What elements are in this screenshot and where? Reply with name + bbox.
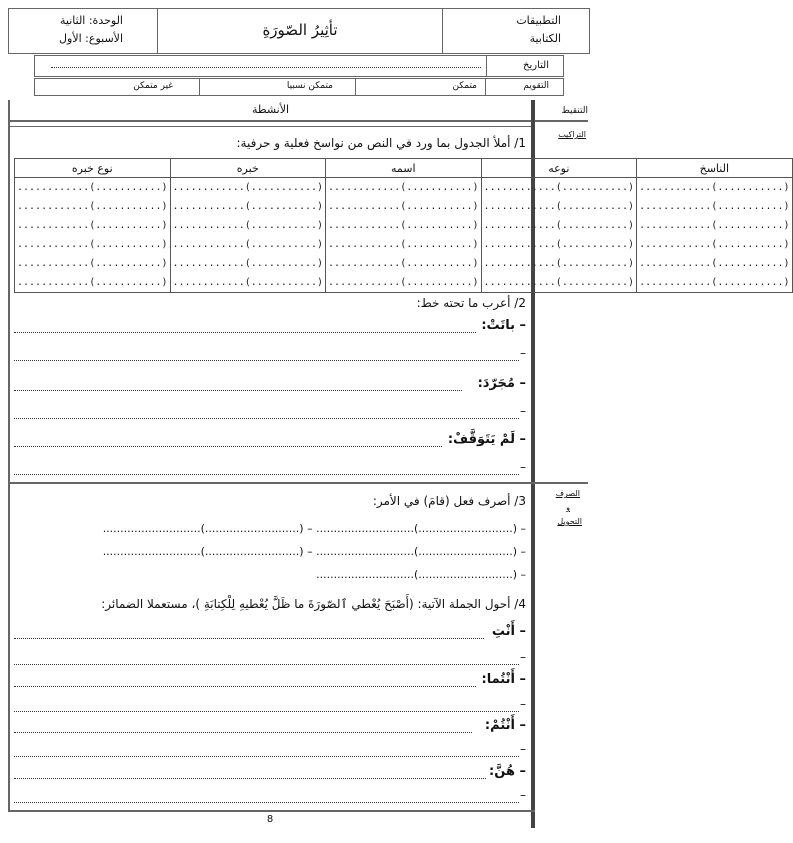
unit-label: الوحدة: الثانية — [60, 14, 123, 27]
table-cell[interactable]: (...........)............ — [637, 235, 793, 254]
dash: – — [520, 545, 526, 558]
answer-line[interactable] — [14, 652, 519, 665]
table-cell[interactable]: (...........)............ — [481, 254, 637, 273]
table-cell[interactable]: (...........)............ — [481, 273, 637, 293]
dash: – — [520, 404, 526, 418]
subject-cell — [441, 9, 589, 53]
eval-row — [34, 78, 564, 96]
dash: – — [520, 346, 526, 360]
col-header-nasikh: الناسخ — [637, 159, 793, 178]
answer-line[interactable] — [14, 348, 519, 361]
q2-word-2: – مُجَرّدَ: — [477, 376, 526, 391]
table-row — [15, 197, 793, 216]
answer-line[interactable] — [14, 462, 519, 475]
q3-line-2 — [103, 545, 526, 558]
table-row — [15, 178, 793, 198]
table-cell[interactable]: (...........)............ — [637, 178, 793, 198]
dash: – — [307, 545, 313, 558]
section-morph-1: الصرف — [555, 489, 580, 498]
q4-pronoun-3: – أَنْتُمْ: — [484, 718, 526, 733]
table-cell[interactable]: (...........)............ — [326, 254, 482, 273]
activities-header: الأنشطة — [251, 103, 290, 116]
q4-prompt: 4/ أحول الجملة الآتية: (أَصْبَحَ يُعْطي ٱلصّورَةَ ما ظَلَّ يُعْطيهِ لِلْكِتابَةِ )، مستعملا الضمائر: — [101, 597, 526, 611]
table-cell[interactable]: (...........)............ — [326, 197, 482, 216]
dash: – — [520, 568, 526, 581]
dash: – — [520, 460, 526, 474]
q1-prompt: 1/ أملأ الجدول بما ورد في النص من نواسخ فعلية و حرفية: — [236, 136, 526, 150]
answer-line[interactable] — [14, 744, 519, 757]
table-cell[interactable]: (...........)............ — [170, 178, 326, 198]
q4-pronoun-2: – أَنْتُما: — [481, 672, 526, 687]
section-divider — [8, 482, 588, 484]
answer-line[interactable] — [14, 406, 519, 419]
table-cell[interactable]: (...........)............ — [637, 273, 793, 293]
table-cell[interactable]: (...........)............ — [637, 216, 793, 235]
table-cell[interactable]: (...........)............ — [481, 235, 637, 254]
title-cell — [157, 9, 443, 53]
table-cell[interactable]: (...........)............ — [481, 197, 637, 216]
q3-line-3 — [316, 568, 526, 581]
table-cell[interactable]: (...........)............ — [481, 216, 637, 235]
eval-option-not-proficient[interactable]: غير متمكن — [133, 81, 173, 91]
subject-line1: التطبيقات — [516, 14, 561, 27]
q3-line-1 — [103, 522, 526, 535]
eval-option-proficient[interactable]: متمكن — [452, 81, 477, 91]
q2-word-3: – لَمْ يَتَوَقَّفْ: — [447, 432, 526, 447]
dash: – — [520, 788, 526, 802]
q2-prompt: 2/ أعرب ما تحته خط: — [416, 296, 526, 310]
page-title: تأثِيرُ الصّورَةِ — [262, 21, 338, 39]
table-cell[interactable]: (...........)............ — [15, 216, 171, 235]
table-cell[interactable]: (...........)............ — [637, 254, 793, 273]
dash: – — [520, 522, 526, 535]
header-box — [8, 8, 590, 54]
table-cell[interactable]: (...........)............ — [170, 254, 326, 273]
page-number: 8 — [266, 814, 274, 825]
q3-prompt: 3/ أصرف فعل (قامَ) في الأمر: — [372, 494, 526, 508]
q3-answer[interactable]: (...........................)............................ — [102, 522, 304, 535]
answer-line[interactable] — [14, 720, 472, 733]
table-cell[interactable]: (...........)............ — [15, 273, 171, 293]
table-cell[interactable]: (...........)............ — [170, 273, 326, 293]
dash: – — [520, 697, 526, 711]
eval-label: التقويم — [523, 81, 549, 91]
col-header-type: نوعه — [481, 159, 637, 178]
dash: – — [307, 522, 313, 535]
table-row — [15, 216, 793, 235]
answer-line[interactable] — [14, 378, 462, 391]
dash: – — [520, 742, 526, 756]
activities-header-line — [8, 120, 588, 122]
table-cell[interactable]: (...........)............ — [15, 235, 171, 254]
table-body — [15, 178, 793, 293]
answer-line[interactable] — [14, 434, 442, 447]
unit-cell — [9, 9, 157, 53]
q3-answer[interactable]: (...........................)............................ — [316, 545, 517, 558]
answer-line[interactable] — [14, 766, 486, 779]
q4-pronoun-1: – أَنْتِ — [491, 624, 526, 639]
table-row — [15, 235, 793, 254]
q2-word-1: – باتَتْ: — [481, 318, 526, 333]
table-cell[interactable]: (...........)............ — [326, 178, 482, 198]
answer-line[interactable] — [14, 699, 519, 712]
grading-header: التنقيط — [561, 106, 588, 116]
table-cell[interactable]: (...........)............ — [481, 178, 637, 198]
table-row — [15, 254, 793, 273]
table-cell[interactable]: (...........)............ — [637, 197, 793, 216]
nawasikh-table — [14, 158, 793, 293]
section-morph-2: و — [566, 503, 570, 512]
left-border — [8, 100, 10, 810]
table-cell[interactable]: (...........)............ — [326, 216, 482, 235]
date-field[interactable] — [51, 67, 481, 68]
answer-line[interactable] — [14, 626, 484, 639]
col-header-ism: اسمه — [326, 159, 482, 178]
q3-answer[interactable]: (...........................)............................ — [316, 522, 517, 535]
answer-line[interactable] — [14, 320, 476, 333]
col-header-khabar-type: نوع خبره — [15, 159, 171, 178]
q4-pronoun-4: – هُنَّ: — [489, 764, 526, 779]
table-cell[interactable]: (...........)............ — [15, 178, 171, 198]
subject-line2: الكتابية — [529, 32, 561, 45]
table-cell[interactable]: (...........)............ — [170, 235, 326, 254]
table-cell[interactable]: (...........)............ — [15, 254, 171, 273]
table-cell[interactable]: (...........)............ — [326, 273, 482, 293]
table-cell[interactable]: (...........)............ — [15, 197, 171, 216]
q3-answer[interactable]: (...........................)............................ — [316, 568, 517, 581]
eval-option-partly-proficient[interactable]: متمكن نسبيا — [286, 81, 333, 91]
date-row — [34, 55, 564, 77]
section-syntax: التراكيب — [558, 130, 586, 139]
date-label: التاريخ — [523, 60, 549, 71]
bottom-border — [8, 810, 535, 812]
table-cell[interactable]: (...........)............ — [170, 216, 326, 235]
col-header-khabar: خبره — [170, 159, 326, 178]
answer-line[interactable] — [14, 674, 476, 687]
table-cell[interactable]: (...........)............ — [170, 197, 326, 216]
q3-answer[interactable]: (...........................)............................ — [102, 545, 304, 558]
week-label: الأسبوع: الأول — [59, 32, 123, 45]
table-cell[interactable]: (...........)............ — [326, 235, 482, 254]
table-row — [15, 273, 793, 293]
dash: – — [520, 650, 526, 664]
answer-line[interactable] — [14, 790, 519, 803]
section-morph-3: التحويل — [557, 517, 582, 526]
